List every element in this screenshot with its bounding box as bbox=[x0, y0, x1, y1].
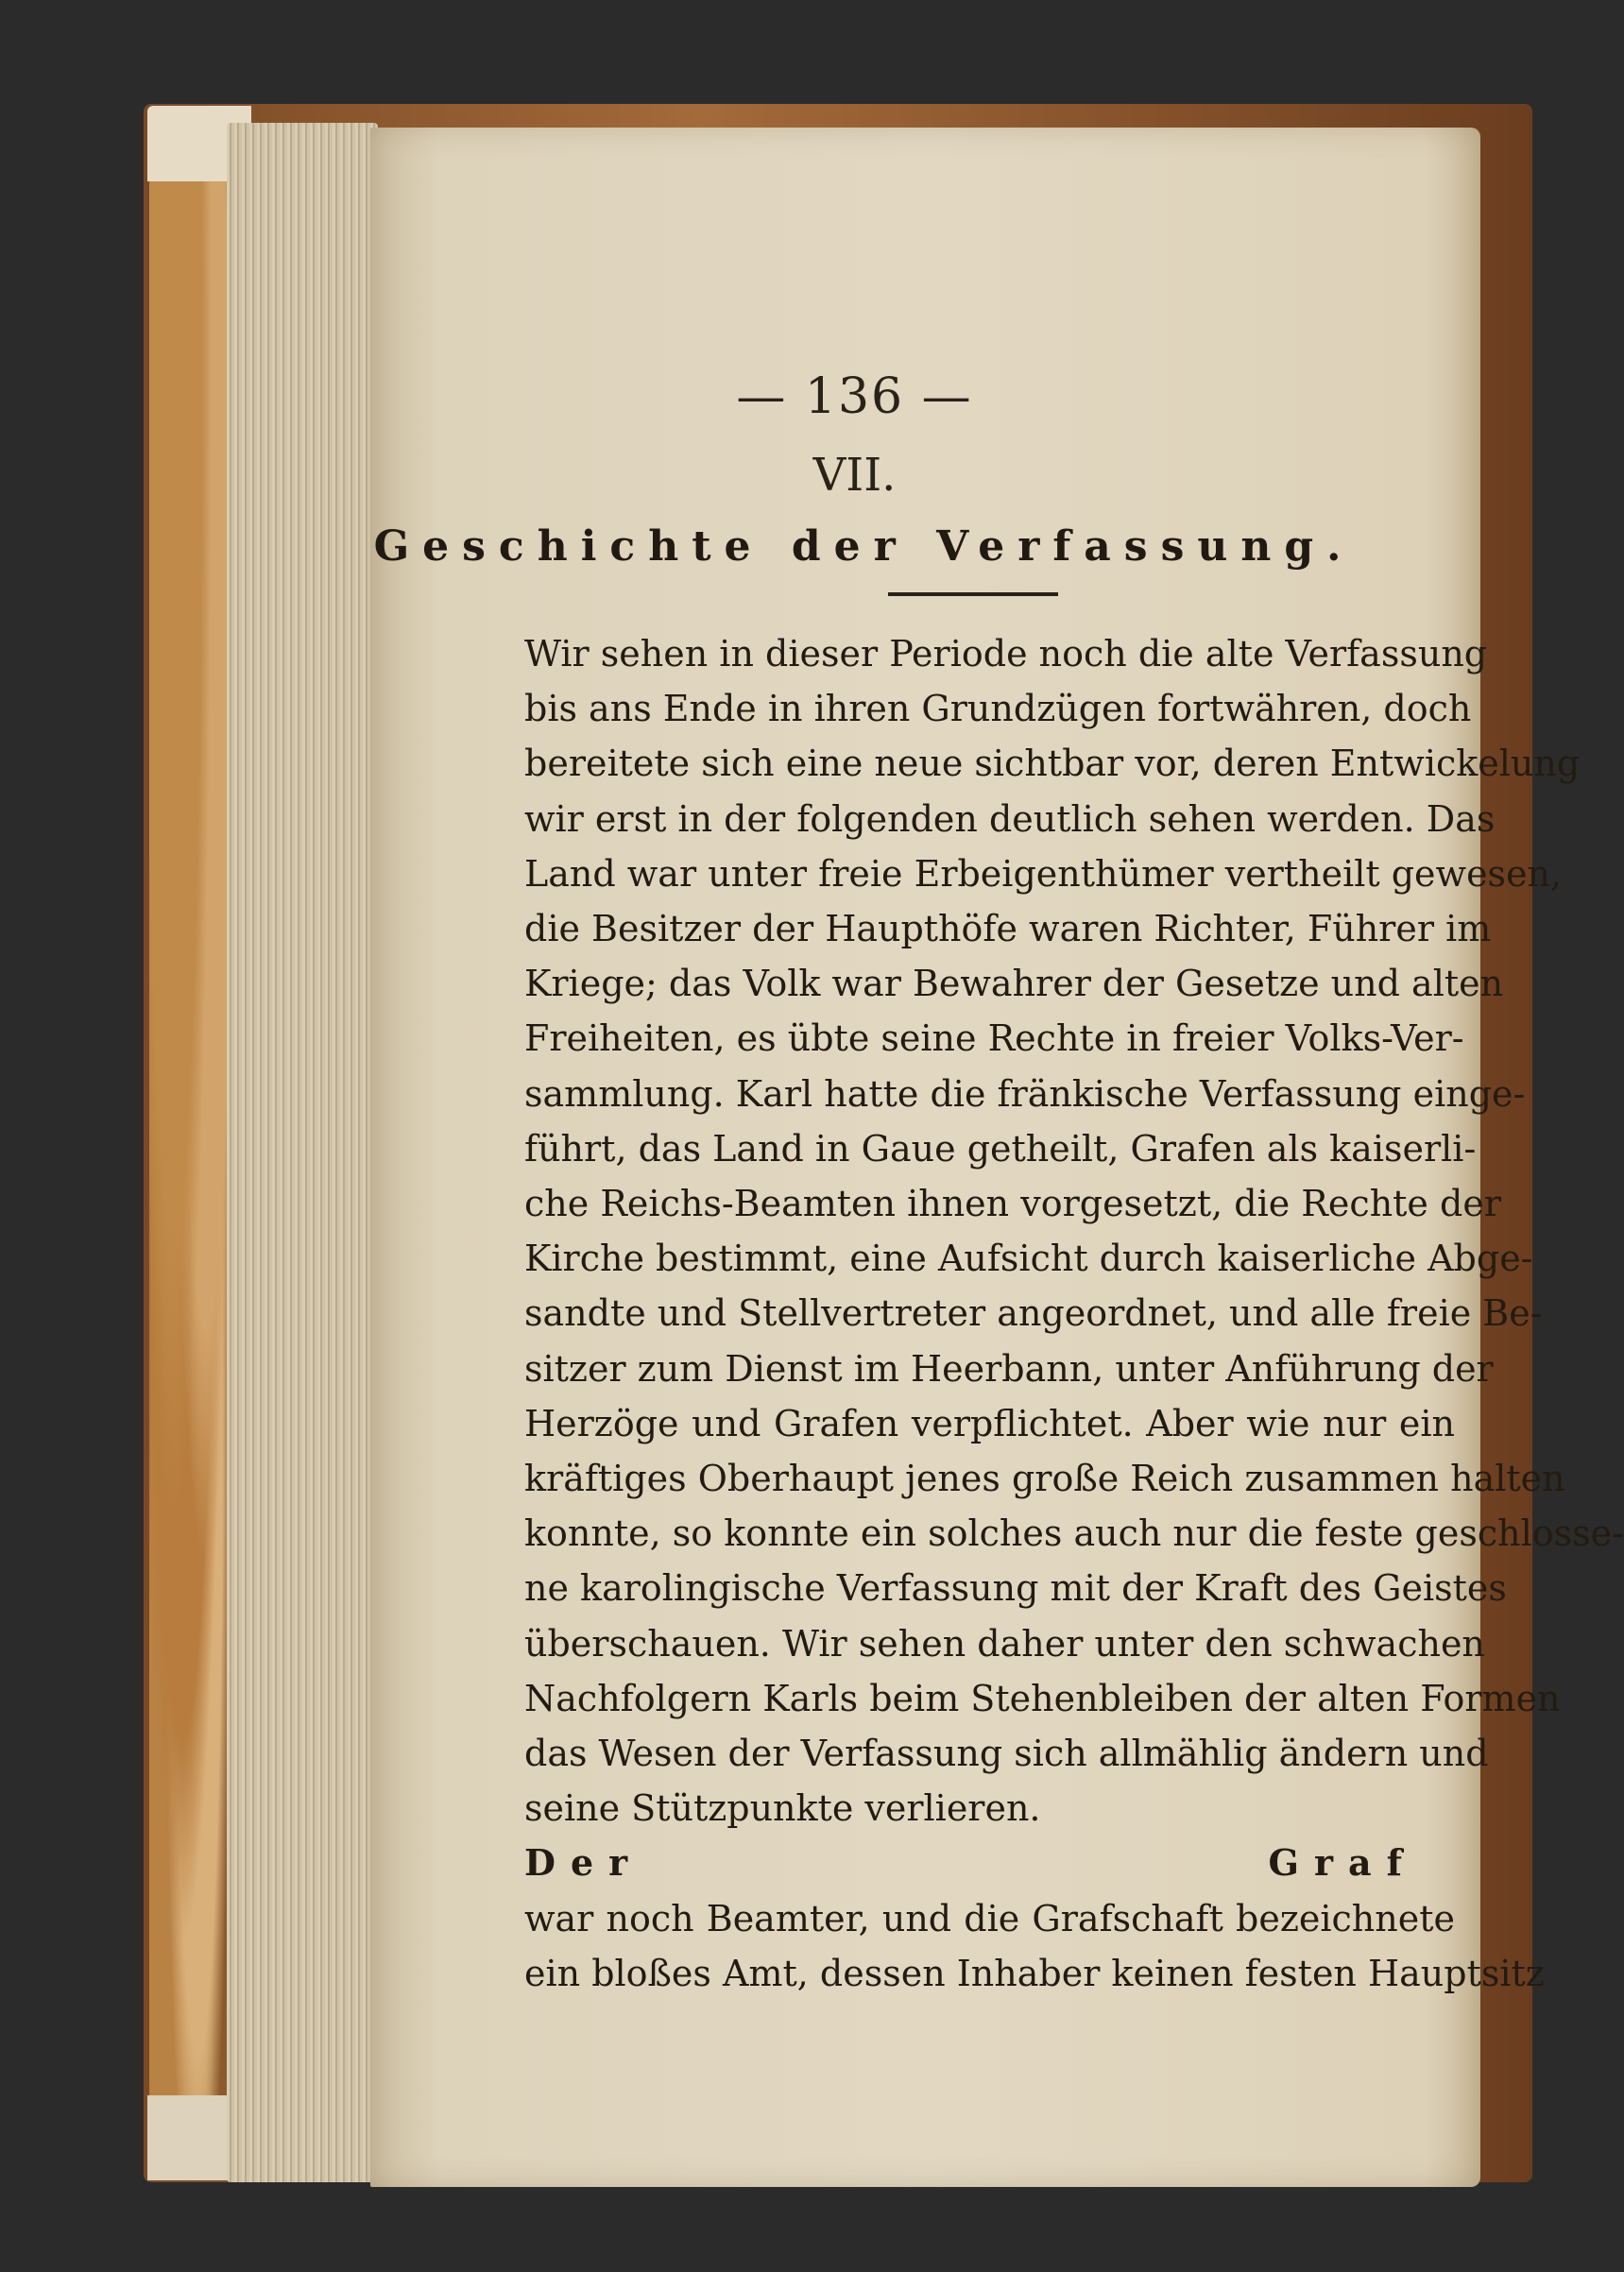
chapter-title: Geschichte der Verfassung. bbox=[373, 522, 1355, 571]
text-line: ein bloßes Amt, dessen Inhaber keinen festen Hauptsitz bbox=[524, 1952, 1545, 1994]
text-line: die Besitzer der Haupthöfe waren Richter, Führer im bbox=[524, 908, 1492, 950]
chapter-number: VII. bbox=[812, 449, 897, 502]
text-line: ne karolingische Verfassung mit der Kraft des Geistes bbox=[524, 1567, 1507, 1610]
text-line: Wir sehen in dieser Periode noch die alte Verfassung bbox=[524, 633, 1488, 675]
text-line: Kirche bestimmt, eine Aufsicht durch kaiserliche Abge- bbox=[524, 1238, 1533, 1280]
text-line: sandte und Stellvertreter angeordnet, und alle freie Be- bbox=[524, 1292, 1543, 1335]
text-line: sammlung. Karl hatte die fränkische Verfassung einge- bbox=[524, 1072, 1526, 1115]
text-line: kräftiges Oberhaupt jenes große Reich zusammen halten bbox=[524, 1458, 1565, 1500]
text-line: sitzer zum Dienst im Heerbann, unter Anführung der bbox=[524, 1347, 1494, 1390]
text-line: konnte, so konnte ein solches auch nur die feste geschlosse- bbox=[524, 1512, 1624, 1555]
title-rule bbox=[888, 592, 1058, 596]
text-line: Land war unter freie Erbeigenthümer vertheilt gewesen, bbox=[524, 852, 1563, 895]
text-line: war noch Beamter, und die Grafschaft bezeichnete bbox=[524, 1897, 1455, 1939]
text-line: überschauen. Wir sehen daher unter den schwachen bbox=[524, 1622, 1485, 1665]
page-stack-edges bbox=[227, 123, 378, 2182]
text-line: wir erst in der folgenden deutlich sehen werden. Das bbox=[524, 797, 1496, 840]
body-text bbox=[524, 626, 1624, 2001]
text-line: bis ans Ende in ihren Grundzügen fortwähren, doch bbox=[524, 688, 1472, 730]
text-line: das Wesen der Verfassung sich allmählig ändern und bbox=[524, 1733, 1489, 1775]
book-page bbox=[370, 128, 1624, 2187]
text-line: Freiheiten, es übte seine Rechte in freier Volks-Ver- bbox=[524, 1017, 1464, 1060]
text-line: Herzöge und Grafen verpflichtet. Aber wie nur ein bbox=[524, 1402, 1455, 1444]
page-number: — 136 — bbox=[736, 368, 973, 425]
text-line: Kriege; das Volk war Bewahrer der Gesetze und alten bbox=[524, 963, 1504, 1005]
text-line: seine Stützpunkte verlieren. bbox=[524, 1787, 1041, 1830]
section-heading: Der Graf bbox=[524, 1841, 1417, 1885]
text-line: che Reichs-Beamten ihnen vorgesetzt, die Rechte der bbox=[524, 1183, 1501, 1225]
text-line: Nachfolgern Karls beim Stehenbleiben der alten Formen bbox=[524, 1677, 1561, 1719]
text-line: bereitete sich eine neue sichtbar vor, deren Entwickelung bbox=[524, 743, 1581, 785]
marbled-cover-edge bbox=[149, 179, 231, 2097]
text-line: führt, das Land in Gaue getheilt, Grafen als kaiserli- bbox=[524, 1127, 1477, 1170]
